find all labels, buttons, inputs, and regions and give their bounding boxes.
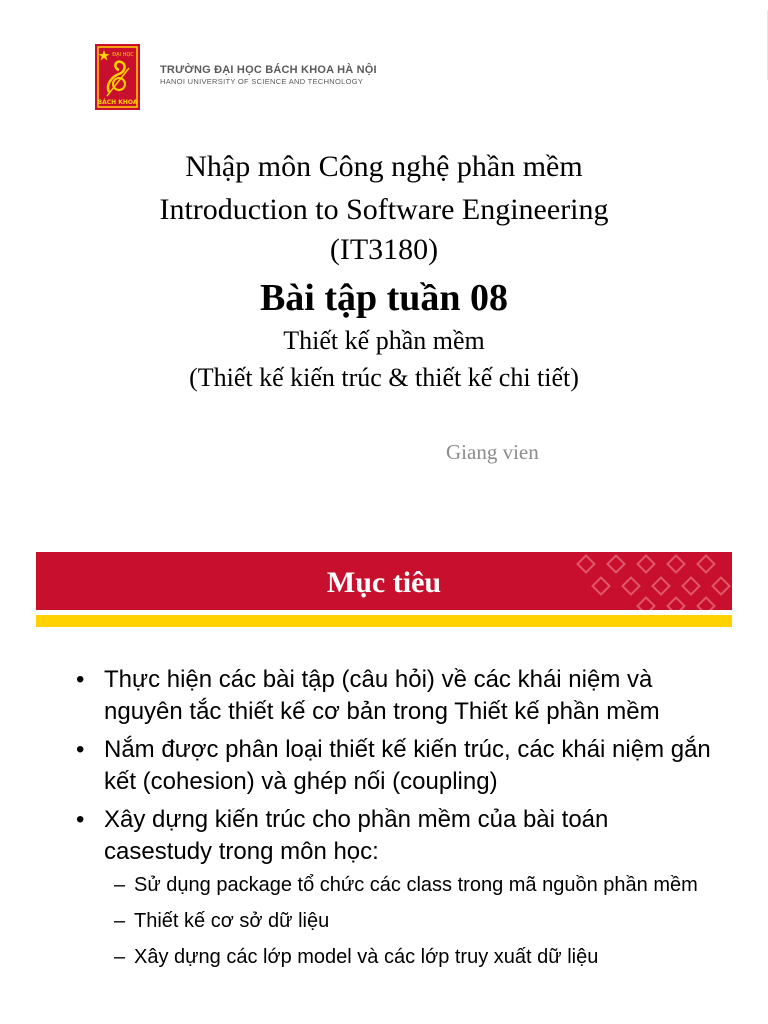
list-item: • Thực hiện các bài tập (câu hỏi) về các khái niệm và nguyên tắc thiết kế cơ bản trong Thiết kế phần mềm [76,664,716,728]
objectives-slide [36,552,732,1024]
exercise-title: Bài tập tuần 08 [259,277,509,319]
school-header [160,64,377,86]
sub-list-item: – Sử dụng package tổ chức các class trong mã nguồn phần mềm [104,872,716,898]
objectives-list [76,664,716,980]
sub-list-item: – Xây dựng các lớp model và các lớp truy xuất dữ liệu [104,944,716,970]
sub-list-item: – Thiết kế cơ sở dữ liệu [104,908,716,934]
course-title-en: Introduction to Software Engineering [159,193,609,226]
slide-title-banner [36,552,732,610]
school-name-en: HANOI UNIVERSITY OF SCIENCE AND TECHNOLOGY [160,77,364,86]
svg-text:BÁCH KHOA: BÁCH KHOA [97,99,138,106]
exercise-subtitle-detail: (Thiết kế kiến trúc & thiết kế chi tiết) [189,363,579,392]
list-item-text: Xây dựng kiến trúc cho phần mềm của bài toán casestudy trong môn học: [104,806,609,865]
list-item [76,804,716,970]
sub-list [104,872,716,970]
list-item: • Nắm được phân loại thiết kế kiến trúc, các khái niệm gắn kết (cohesion) và ghép nối (coupling) [76,734,716,798]
slide-title: Mục tiêu [326,566,442,599]
school-name: TRƯỜNG ĐẠI HỌC BÁCH KHOA HÀ NỘI [160,64,377,76]
exercise-subtitle: Thiết kế phần mềm [283,326,485,355]
course-title-vi: Nhập môn Công nghệ phần mềm [185,150,583,183]
course-code: (IT3180) [329,233,439,266]
gold-divider [36,615,732,627]
university-logo [95,44,140,110]
title-slide [36,0,732,528]
svg-text:ĐẠI HỌC: ĐẠI HỌC [112,52,134,58]
lecturer-label: Giang vien [446,440,539,464]
